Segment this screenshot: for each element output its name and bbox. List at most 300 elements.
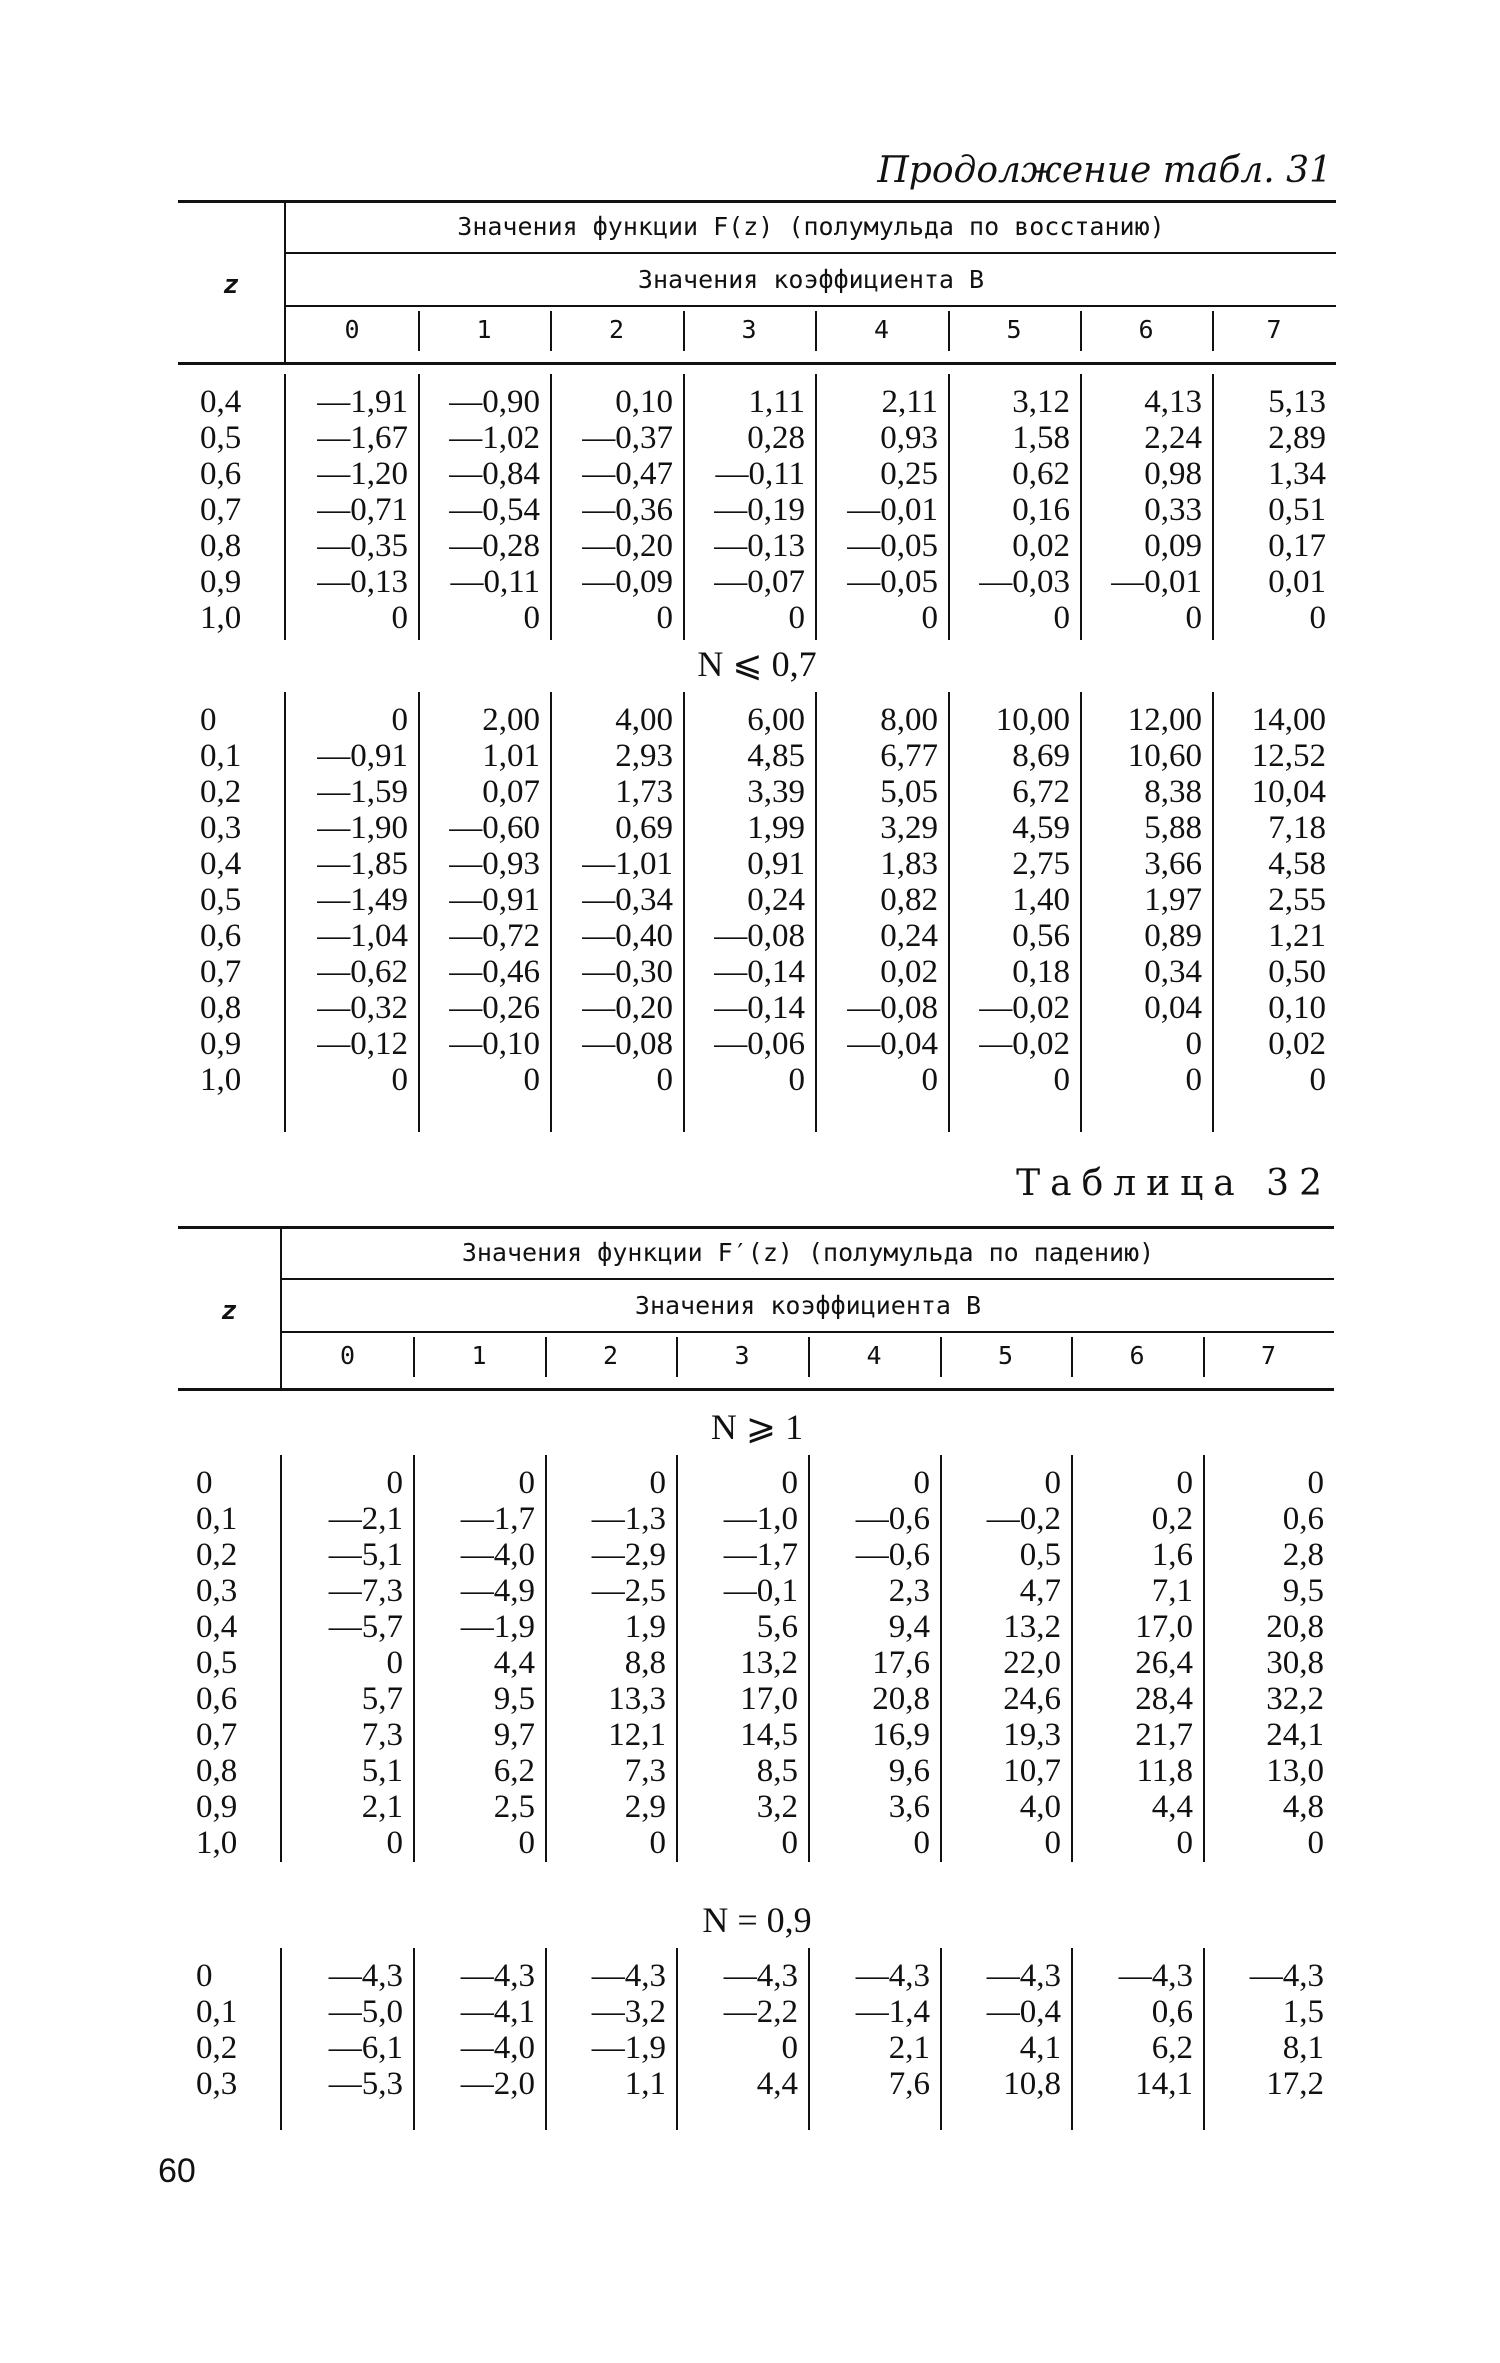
table-cell: —0,08 [582, 1026, 673, 1062]
table-cell: 3,39 [747, 774, 805, 810]
table-cell: 2,89 [1268, 420, 1326, 456]
table-cell: 5,13 [1268, 384, 1326, 420]
table-cell: 2,75 [1012, 846, 1070, 882]
table-cell: 0 [921, 1062, 938, 1098]
table-cell: —0,08 [714, 918, 805, 954]
table-cell: 7,6 [888, 2066, 930, 2102]
table-cell: 0,18 [1012, 954, 1070, 990]
table-cell: 0,10 [1268, 990, 1326, 1026]
z-value: 1,0 [200, 600, 242, 636]
table-cell: 4,00 [615, 702, 673, 738]
table-cell: 28,4 [1135, 1681, 1193, 1717]
table-cell: 3,29 [880, 810, 938, 846]
table-cell: 0 [649, 1465, 666, 1501]
table-cell: 0 [1185, 1062, 1202, 1098]
column-number: 2 [602, 1341, 619, 1370]
table-cell: 22,0 [1003, 1645, 1061, 1681]
table-cell: 2,3 [888, 1573, 930, 1609]
table-cell: —0,30 [582, 954, 673, 990]
z-value: 0 [200, 702, 217, 738]
table-cell: 0 [1044, 1825, 1061, 1861]
table32-coef-header: Значения коэффициента B [634, 1291, 982, 1320]
table-cell: —0,10 [449, 1026, 540, 1062]
table-cell: 17,0 [740, 1681, 798, 1717]
table-cell: 6,2 [1151, 2030, 1193, 2066]
table-cell: —1,90 [317, 810, 408, 846]
table-cell: —0,19 [714, 492, 805, 528]
table-cell: 0 [781, 1825, 798, 1861]
table-cell: —3,2 [591, 1994, 666, 2030]
table-cell: 0,34 [1144, 954, 1202, 990]
table-cell: 1,21 [1268, 918, 1326, 954]
table-cell: 0 [391, 702, 408, 738]
table-cell: —0,47 [582, 456, 673, 492]
table-cell: 10,7 [1003, 1753, 1061, 1789]
table31-caption: Продолжение табл. 31 [877, 150, 1332, 191]
column-number-separator [815, 311, 817, 351]
table-cell: 0,24 [880, 918, 938, 954]
table31-function-header: Значения функции F(z) (полумульда по восстанию) [457, 212, 1165, 241]
table-cell: 4,85 [747, 738, 805, 774]
table-cell: 1,34 [1268, 456, 1326, 492]
table31-header-rule-1 [286, 252, 1336, 254]
table-cell: —0,28 [449, 528, 540, 564]
table-cell: 8,5 [756, 1753, 798, 1789]
table-cell: 0 [781, 1465, 798, 1501]
column-number-separator [1212, 311, 1214, 351]
table-cell: —0,11 [715, 456, 805, 492]
table-cell: —1,67 [317, 420, 408, 456]
table-cell: 6,77 [880, 738, 938, 774]
table-cell: —0,60 [449, 810, 540, 846]
table-cell: 0 [913, 1825, 930, 1861]
z-value: 0,9 [200, 1026, 242, 1062]
table-cell: —2,9 [591, 1537, 666, 1573]
table-cell: 6,72 [1012, 774, 1070, 810]
column-number: 6 [1138, 315, 1154, 344]
table-cell: —4,3 [1118, 1958, 1193, 1994]
table-cell: —1,49 [317, 882, 408, 918]
table-cell: 0,98 [1144, 456, 1202, 492]
table-cell: 0,17 [1268, 528, 1326, 564]
table32-header-rule-1 [282, 1278, 1334, 1280]
table-cell: 0,10 [615, 384, 673, 420]
table-cell: —1,3 [591, 1501, 666, 1537]
table-cell: —4,9 [460, 1573, 535, 1609]
column-number-separator [940, 1337, 942, 1377]
table-cell: —0,62 [317, 954, 408, 990]
table-cell: —0,35 [317, 528, 408, 564]
column-number: 0 [344, 315, 360, 344]
table-cell: 0,02 [880, 954, 938, 990]
table-cell: 9,5 [493, 1681, 535, 1717]
z-value: 0,6 [200, 918, 242, 954]
table-cell: 4,4 [756, 2066, 798, 2102]
table-cell: —6,1 [328, 2030, 403, 2066]
table31-top-rule [178, 200, 1336, 203]
table-cell: 14,00 [1251, 702, 1326, 738]
table-cell: 0 [523, 600, 540, 636]
table-cell: 8,38 [1144, 774, 1202, 810]
table-cell: —2,5 [591, 1573, 666, 1609]
table-cell: 0,2 [1151, 1501, 1193, 1537]
table32-caption: Таблица 32 [1016, 1163, 1332, 1204]
table-cell: 5,6 [756, 1609, 798, 1645]
table-cell: 0,07 [482, 774, 540, 810]
table-cell: 11,8 [1136, 1753, 1193, 1789]
table-cell: —0,04 [847, 1026, 938, 1062]
table-cell: 10,60 [1127, 738, 1202, 774]
table-cell: 24,6 [1003, 1681, 1061, 1717]
table-cell: 4,1 [1019, 2030, 1061, 2066]
table-cell: 0,09 [1144, 528, 1202, 564]
table-cell: 17,2 [1266, 2066, 1324, 2102]
table-cell: 4,59 [1012, 810, 1070, 846]
table-cell: 14,1 [1135, 2066, 1193, 2102]
column-number-separator [550, 311, 552, 351]
table-cell: 17,6 [872, 1645, 930, 1681]
table-cell: —0,1 [723, 1573, 798, 1609]
table-cell: —0,54 [449, 492, 540, 528]
table-cell: —0,71 [317, 492, 408, 528]
table-cell: 1,1 [624, 2066, 666, 2102]
z-value: 0,6 [200, 456, 242, 492]
table-cell: —1,59 [317, 774, 408, 810]
table-cell: —4,0 [460, 2030, 535, 2066]
table-cell: —0,91 [317, 738, 408, 774]
table-cell: —0,12 [317, 1026, 408, 1062]
table-cell: —1,04 [317, 918, 408, 954]
table-cell: 0 [1309, 1062, 1326, 1098]
table-cell: 1,40 [1012, 882, 1070, 918]
column-number-separator [1203, 1337, 1205, 1377]
table-cell: —5,1 [328, 1537, 403, 1573]
table-cell: 10,00 [995, 702, 1070, 738]
table-cell: 13,2 [1003, 1609, 1061, 1645]
table-cell: 0 [1176, 1465, 1193, 1501]
table-cell: —1,7 [460, 1501, 535, 1537]
table-cell: 0,04 [1144, 990, 1202, 1026]
table-cell: 5,7 [361, 1681, 403, 1717]
table-cell: 0 [1309, 600, 1326, 636]
table-cell: 24,1 [1266, 1717, 1324, 1753]
table-cell: —0,20 [582, 990, 673, 1026]
z-value: 0,2 [196, 2030, 238, 2066]
table-cell: 8,00 [880, 702, 938, 738]
table-cell: 5,1 [361, 1753, 403, 1789]
column-number: 5 [997, 1341, 1014, 1370]
table-cell: 0 [1307, 1825, 1324, 1861]
table-cell: 1,58 [1012, 420, 1070, 456]
table-cell: —0,20 [582, 528, 673, 564]
table-cell: 0 [1053, 600, 1070, 636]
column-number-separator [1080, 311, 1082, 351]
table-cell: 0,91 [747, 846, 805, 882]
table-cell: —5,3 [328, 2066, 403, 2102]
table-cell: 2,11 [881, 384, 938, 420]
table-cell: 0,02 [1012, 528, 1070, 564]
table31-header-rule-2 [286, 305, 1336, 307]
table-cell: 4,0 [1019, 1789, 1061, 1825]
column-number-separator [413, 1337, 415, 1377]
z-value: 0,5 [200, 882, 242, 918]
table-cell: 8,8 [624, 1645, 666, 1681]
table-cell: 14,5 [740, 1717, 798, 1753]
table-cell: 0 [1185, 600, 1202, 636]
z-value: 0,3 [200, 810, 242, 846]
table-cell: 0 [656, 600, 673, 636]
table-cell: 1,83 [880, 846, 938, 882]
table-cell: 26,4 [1135, 1645, 1193, 1681]
table-cell: —2,2 [723, 1994, 798, 2030]
table-cell: 9,4 [888, 1609, 930, 1645]
table-cell: 0 [386, 1645, 403, 1681]
table-cell: 17,0 [1135, 1609, 1193, 1645]
table31-coef-header: Значения коэффициента B [637, 265, 985, 294]
z-value: 0,5 [200, 420, 242, 456]
table-cell: 1,97 [1144, 882, 1202, 918]
table-cell: 2,1 [888, 2030, 930, 2066]
table-cell: 10,8 [1003, 2066, 1061, 2102]
table-cell: 5,88 [1144, 810, 1202, 846]
table-cell: 10,04 [1251, 774, 1326, 810]
table-cell: 0 [1185, 1026, 1202, 1062]
table-cell: —0,6 [855, 1537, 930, 1573]
column-number: 6 [1129, 1341, 1145, 1370]
table-cell: —4,1 [460, 1994, 535, 2030]
column-number: 3 [734, 1341, 750, 1370]
table-cell: 3,66 [1144, 846, 1202, 882]
table-cell: 1,99 [747, 810, 805, 846]
table-cell: 32,2 [1266, 1681, 1324, 1717]
table-cell: —5,0 [328, 1994, 403, 2030]
table-cell: 2,1 [361, 1789, 403, 1825]
table-cell: —0,05 [847, 528, 938, 564]
table32-top-rule [178, 1226, 1334, 1229]
column-number: 1 [476, 315, 492, 344]
table-cell: —0,26 [449, 990, 540, 1026]
table-cell: 0,69 [615, 810, 673, 846]
table-cell: 7,3 [624, 1753, 666, 1789]
table-cell: —2,1 [328, 1501, 403, 1537]
table-cell: 0 [1044, 1465, 1061, 1501]
table-cell: —0,93 [449, 846, 540, 882]
table-cell: 7,18 [1268, 810, 1326, 846]
z-value: 0,1 [196, 1501, 238, 1537]
z-value: 0,7 [200, 954, 242, 990]
table-cell: —0,06 [714, 1026, 805, 1062]
table32-function-header: Значения функции F′(z) (полумульда по падению) [461, 1238, 1155, 1267]
table-cell: 0 [386, 1825, 403, 1861]
table-cell: 0,89 [1144, 918, 1202, 954]
table-cell: —4,3 [591, 1958, 666, 1994]
table-cell: 2,9 [624, 1789, 666, 1825]
z-value: 0,6 [196, 1681, 238, 1717]
table-cell: 0 [913, 1465, 930, 1501]
table-cell: —0,84 [449, 456, 540, 492]
table-cell: 9,7 [493, 1717, 535, 1753]
table-cell: 1,6 [1151, 1537, 1193, 1573]
z-value: 0 [196, 1958, 213, 1994]
table-cell: 4,4 [493, 1645, 535, 1681]
z-value: 0,9 [200, 564, 242, 600]
table-cell: —1,0 [723, 1501, 798, 1537]
table-cell: 0,56 [1012, 918, 1070, 954]
table-cell: 0 [523, 1062, 540, 1098]
table-cell: 3,12 [1012, 384, 1070, 420]
table-cell: 13,2 [740, 1645, 798, 1681]
table-cell: 0 [649, 1825, 666, 1861]
z-value: 0 [196, 1465, 213, 1501]
table-cell: —0,02 [979, 990, 1070, 1026]
table-cell: 1,11 [748, 384, 805, 420]
z-value: 0,4 [200, 384, 242, 420]
table-cell: —0,6 [855, 1501, 930, 1537]
page-number: 60 [158, 2152, 196, 2190]
table-cell: —1,7 [723, 1537, 798, 1573]
table-cell: 5,05 [880, 774, 938, 810]
table-cell: 0 [386, 1465, 403, 1501]
section-label: N ⩾ 1 [710, 1407, 804, 1447]
table-cell: 2,55 [1268, 882, 1326, 918]
section-label: N ⩽ 0,7 [697, 644, 817, 684]
table-cell: 9,5 [1282, 1573, 1324, 1609]
table-cell: —0,07 [714, 564, 805, 600]
table-cell: —1,85 [317, 846, 408, 882]
column-number: 4 [873, 315, 890, 344]
z-value: 0,1 [196, 1994, 238, 2030]
z-value: 0,7 [196, 1717, 238, 1753]
table-cell: —0,13 [317, 564, 408, 600]
z-value: 0,4 [200, 846, 242, 882]
table-cell: —0,03 [979, 564, 1070, 600]
table-cell: 0 [1176, 1825, 1193, 1861]
table-cell: 0,25 [880, 456, 938, 492]
table-cell: 3,6 [888, 1789, 930, 1825]
column-number: 4 [866, 1341, 882, 1370]
column-number-separator [808, 1337, 810, 1377]
table31-header-bottom-rule [178, 362, 1336, 365]
z-value: 0,3 [196, 1573, 238, 1609]
table-cell: 0,5 [1019, 1537, 1061, 1573]
column-number: 1 [471, 1341, 487, 1370]
table-cell: 6,00 [747, 702, 805, 738]
table-cell: —0,37 [582, 420, 673, 456]
table-cell: 0,6 [1282, 1501, 1324, 1537]
column-number-separator [545, 1337, 547, 1377]
table-cell: 12,00 [1127, 702, 1202, 738]
table-cell: 0,82 [880, 882, 938, 918]
table-cell: 0,16 [1012, 492, 1070, 528]
table-cell: 20,8 [872, 1681, 930, 1717]
column-number-separator [418, 311, 420, 351]
table31-z-header: z [223, 270, 239, 300]
table-cell: 0,50 [1268, 954, 1326, 990]
table-cell: 0 [921, 600, 938, 636]
z-value: 0,8 [196, 1753, 238, 1789]
table-cell: —0,2 [986, 1501, 1061, 1537]
table-cell: —0,05 [847, 564, 938, 600]
table-cell: —1,4 [855, 1994, 930, 2030]
table-cell: —4,0 [460, 1537, 535, 1573]
table-cell: —4,3 [723, 1958, 798, 1994]
table-cell: —0,40 [582, 918, 673, 954]
table-cell: —1,9 [460, 1609, 535, 1645]
table-cell: —4,3 [986, 1958, 1061, 1994]
table-cell: —0,11 [450, 564, 540, 600]
table-cell: 1,01 [482, 738, 540, 774]
z-value: 0,4 [196, 1609, 238, 1645]
table-cell: 8,1 [1282, 2030, 1324, 2066]
table-cell: 16,9 [872, 1717, 930, 1753]
table-cell: —0,90 [449, 384, 540, 420]
table-cell: —0,32 [317, 990, 408, 1026]
table32-header-rule-2 [282, 1331, 1334, 1333]
table-cell: 4,7 [1019, 1573, 1061, 1609]
table-cell: 0,62 [1012, 456, 1070, 492]
table-cell: 0 [1307, 1465, 1324, 1501]
table-cell: —0,72 [449, 918, 540, 954]
table-cell: —0,14 [714, 990, 805, 1026]
table-cell: 4,8 [1282, 1789, 1324, 1825]
table-cell: 6,2 [493, 1753, 535, 1789]
table-cell: 0,28 [747, 420, 805, 456]
z-value: 1,0 [196, 1825, 238, 1861]
table-cell: 9,6 [888, 1753, 930, 1789]
column-number-separator [1071, 1337, 1073, 1377]
z-value: 0,2 [196, 1537, 238, 1573]
z-value: 0,8 [200, 990, 242, 1026]
table-cell: —2,0 [460, 2066, 535, 2102]
column-number-separator [948, 311, 950, 351]
table-cell: 2,5 [493, 1789, 535, 1825]
table-cell: 0,02 [1268, 1026, 1326, 1062]
table-cell: 2,8 [1282, 1537, 1324, 1573]
section-label: N = 0,9 [702, 1900, 812, 1940]
table-cell: 4,4 [1151, 1789, 1193, 1825]
table-cell: 8,69 [1012, 738, 1070, 774]
table-cell: 1,9 [624, 1609, 666, 1645]
table-cell: 21,7 [1135, 1717, 1193, 1753]
table-cell: —0,34 [582, 882, 673, 918]
column-number: 0 [339, 1341, 356, 1370]
column-number: 7 [1266, 315, 1282, 344]
table-cell: 0,33 [1144, 492, 1202, 528]
table-cell: 0,6 [1151, 1994, 1193, 2030]
table-cell: 3,2 [756, 1789, 798, 1825]
table-cell: 7,1 [1151, 1573, 1193, 1609]
table-cell: —0,01 [847, 492, 938, 528]
table-cell: —0,08 [847, 990, 938, 1026]
table-cell: —0,14 [714, 954, 805, 990]
table-cell: 0,01 [1268, 564, 1326, 600]
column-number-separator [676, 1337, 678, 1377]
table-cell: —1,9 [591, 2030, 666, 2066]
table-cell: 0 [391, 1062, 408, 1098]
table-cell: 20,8 [1266, 1609, 1324, 1645]
table32-header-bottom-rule [178, 1388, 1334, 1391]
table-cell: —4,3 [460, 1958, 535, 1994]
table-cell: —0,09 [582, 564, 673, 600]
table-cell: 2,00 [482, 702, 540, 738]
table-cell: 7,3 [361, 1717, 403, 1753]
table-cell: 4,58 [1268, 846, 1326, 882]
table-cell: —1,91 [317, 384, 408, 420]
table-cell: 0,51 [1268, 492, 1326, 528]
column-number: 7 [1260, 1341, 1277, 1370]
table-cell: 13,3 [608, 1681, 666, 1717]
table-cell: 0 [1053, 1062, 1070, 1098]
